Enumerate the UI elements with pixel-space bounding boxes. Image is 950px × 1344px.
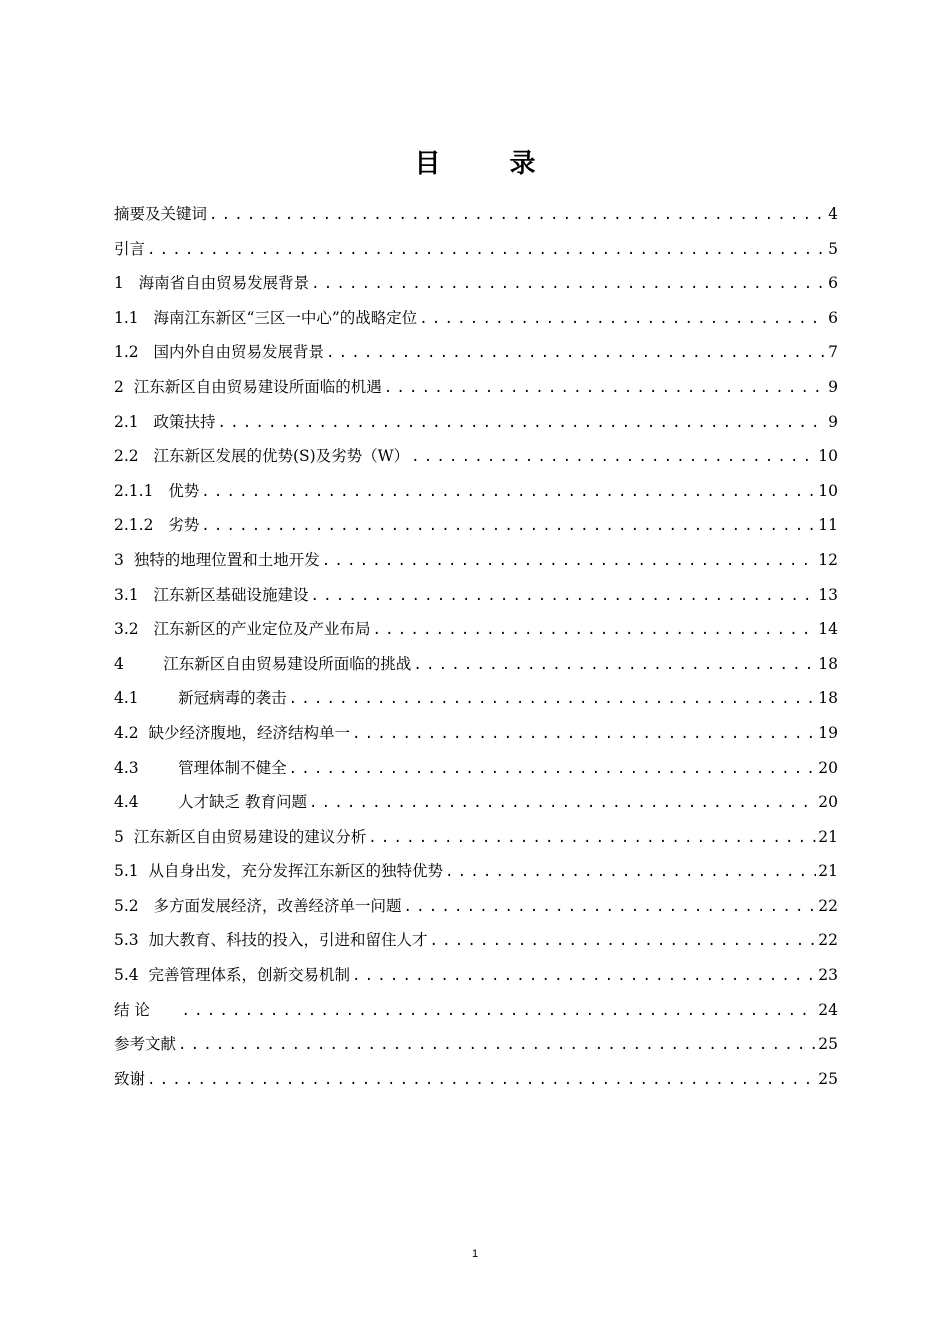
toc-entry-number: 2 [114, 377, 124, 396]
toc-entry[interactable] [114, 993, 838, 1028]
toc-entry[interactable] [114, 266, 838, 301]
toc-entry-title: 独特的地理位置和土地开发 [133, 550, 320, 569]
toc-entry-page: 23 [818, 966, 838, 985]
toc-entry-title: 江东新区自由贸易建设所面临的机遇 [133, 377, 382, 396]
toc-entry-page: 22 [818, 931, 838, 950]
toc-entry-number: 1.2 [114, 343, 139, 362]
toc-entry[interactable] [114, 958, 838, 993]
toc-entry-title: 引言 [114, 239, 146, 258]
toc-entry-spacer [139, 923, 149, 958]
toc-entry-title: 海南江东新区“三区一中心”的战略定位 [153, 308, 418, 327]
toc-leader-dots [201, 475, 816, 510]
toc-leader-dots [430, 924, 817, 959]
toc-entry[interactable] [114, 716, 838, 751]
toc-entry[interactable] [114, 612, 838, 647]
toc-entry-number: 1.1 [114, 308, 139, 327]
toc-entry-page: 10 [818, 481, 838, 500]
toc-entry-number: 5.4 [114, 966, 139, 985]
toc-entry-title: 海南省自由贸易发展背景 [138, 274, 310, 293]
toc-entry-title: 江东新区自由贸易建设的建议分析 [133, 827, 367, 846]
toc-entry-title: 国内外自由贸易发展背景 [153, 343, 324, 362]
toc-entry-page: 21 [818, 862, 838, 881]
toc-entry[interactable] [114, 1062, 838, 1097]
toc-entry-number: 1 [114, 274, 124, 293]
toc-leader-dots [310, 579, 816, 614]
toc-entry-number: 3.2 [114, 620, 139, 639]
toc-leader-dots [411, 440, 816, 475]
toc-entry-page: 13 [818, 585, 838, 604]
toc-entry-spacer [124, 543, 134, 578]
toc-entry-title: 政策扶持 [153, 412, 216, 431]
toc-entry-number: 5 [114, 827, 124, 846]
toc-entry[interactable] [114, 681, 838, 716]
toc-entry-page: 24 [818, 1000, 838, 1019]
table-of-contents [114, 197, 838, 1096]
toc-entry-title: 江东新区发展的优势(S)及劣势（W） [153, 447, 410, 466]
toc-leader-dots [209, 198, 826, 233]
toc-entry-number: 2.1.2 [114, 516, 154, 535]
toc-entry-page: 4 [828, 205, 838, 223]
toc-entry-spacer [139, 854, 149, 889]
toc-entry-title: 劣势 [168, 516, 200, 535]
toc-entry-number: 4.2 [114, 723, 139, 742]
toc-entry-number: 2.1 [114, 412, 139, 431]
toc-entry-title: 参考文献 [114, 1035, 177, 1054]
toc-entry-title: 摘要及关键词 [114, 205, 208, 223]
toc-leader-dots [147, 1063, 816, 1098]
toc-entry[interactable] [114, 751, 838, 786]
toc-entry-page: 20 [818, 758, 838, 777]
toc-entry[interactable] [114, 578, 838, 613]
toc-entry-title: 从自身出发，充分发挥江东新区的独特优势 [148, 862, 444, 881]
toc-leader-dots [403, 890, 816, 925]
toc-entry[interactable] [114, 474, 838, 509]
toc-entry[interactable] [114, 405, 838, 440]
toc-title: 目 录 [414, 149, 566, 179]
toc-leader-dots [384, 371, 826, 406]
toc-entry-title: 新冠病毒的袭击 [178, 689, 287, 708]
toc-entry[interactable] [114, 197, 838, 232]
toc-entry-page: 6 [828, 274, 838, 293]
toc-leader-dots [217, 406, 826, 441]
toc-leader-dots [201, 509, 816, 544]
toc-entry-spacer [139, 716, 149, 751]
toc-entry-page: 19 [818, 723, 838, 742]
toc-entry-number: 4.3 [114, 758, 139, 777]
toc-entry[interactable] [114, 232, 838, 267]
toc-entry-title: 人才缺乏 教育问题 [178, 793, 308, 812]
toc-leader-dots [289, 752, 817, 787]
toc-entry-number: 2.2 [114, 447, 139, 466]
toc-entry-title: 完善管理体系，创新交易机制 [148, 966, 351, 985]
toc-entry-page: 9 [828, 412, 838, 431]
toc-entry-title: 致谢 [114, 1069, 146, 1088]
toc-entry-spacer [139, 751, 178, 786]
toc-leader-dots [309, 786, 816, 821]
toc-entry[interactable] [114, 1027, 838, 1062]
toc-entry-page: 7 [828, 343, 838, 362]
toc-entry-title: 缺少经济腹地，经济结构单一 [148, 723, 351, 742]
toc-leader-dots [182, 994, 817, 1029]
toc-entry-spacer [124, 266, 139, 301]
toc-entry-title: 江东新区基础设施建设 [153, 585, 309, 604]
toc-leader-dots [372, 613, 816, 648]
page-number: 1 [471, 1248, 479, 1260]
toc-entry-page: 12 [818, 550, 838, 569]
toc-entry-title: 管理体制不健全 [178, 758, 287, 777]
toc-entry[interactable] [114, 785, 838, 820]
toc-entry-spacer [124, 647, 163, 682]
toc-leader-dots [445, 855, 816, 890]
toc-leader-dots [322, 544, 817, 579]
toc-entry-spacer [139, 612, 154, 647]
toc-entry[interactable] [114, 301, 838, 336]
toc-leader-dots [419, 302, 826, 337]
toc-entry[interactable] [114, 854, 838, 889]
toc-entry-number: 5.2 [114, 896, 139, 915]
toc-entry-spacer [139, 889, 154, 924]
toc-entry-spacer [153, 474, 168, 509]
toc-entry-number: 5.3 [114, 931, 139, 950]
toc-entry-title: 优势 [168, 481, 200, 500]
toc-entry-page: 21 [818, 827, 838, 846]
toc-entry[interactable] [114, 543, 838, 578]
toc-entry-number: 3 [114, 550, 124, 569]
toc-entry-spacer [139, 578, 154, 613]
toc-leader-dots [178, 1028, 816, 1063]
toc-entry-number: 3.1 [114, 585, 139, 604]
toc-entry-spacer [139, 681, 178, 716]
toc-entry-title: 加大教育、科技的投入，引进和留住人才 [148, 931, 428, 950]
toc-entry-page: 11 [818, 516, 838, 535]
toc-entry-title: 结 论 [114, 1000, 180, 1019]
toc-entry-number: 4.4 [114, 793, 139, 812]
toc-leader-dots [311, 267, 826, 302]
toc-entry[interactable] [114, 647, 838, 682]
toc-leader-dots [352, 959, 816, 994]
toc-entry-number: 2.1.1 [114, 481, 154, 500]
toc-entry-spacer [153, 508, 168, 543]
toc-entry-spacer [139, 335, 154, 370]
toc-entry[interactable] [114, 889, 838, 924]
toc-leader-dots [352, 717, 816, 752]
toc-entry-spacer [139, 439, 154, 474]
toc-entry-number: 4.1 [114, 689, 139, 708]
toc-entry-spacer [139, 785, 178, 820]
toc-entry-title: 江东新区的产业定位及产业布局 [153, 620, 371, 639]
toc-entry[interactable] [114, 923, 838, 958]
toc-entry-page: 25 [818, 1069, 838, 1088]
toc-entry-page: 22 [818, 896, 838, 915]
toc-entry-title: 多方面发展经济，改善经济单一问题 [153, 896, 402, 915]
toc-leader-dots [289, 682, 817, 717]
toc-leader-dots [368, 821, 816, 856]
toc-entry-number: 4 [114, 654, 124, 673]
toc-entry-spacer [139, 405, 154, 440]
toc-entry-page: 9 [828, 377, 838, 396]
toc-entry-page: 14 [818, 620, 838, 639]
toc-entry-page: 5 [828, 239, 838, 258]
toc-entry-page: 20 [818, 793, 838, 812]
toc-entry[interactable] [114, 370, 838, 405]
toc-leader-dots [326, 336, 826, 371]
toc-entry-page: 25 [818, 1035, 838, 1054]
toc-entry-page: 18 [818, 689, 838, 708]
toc-entry[interactable] [114, 335, 838, 370]
toc-entry-spacer [124, 370, 134, 405]
toc-leader-dots [413, 648, 816, 683]
toc-entry-spacer [139, 301, 154, 336]
toc-entry[interactable] [114, 439, 838, 474]
toc-entry[interactable] [114, 508, 838, 543]
toc-entry-page: 6 [828, 308, 838, 327]
toc-entry-page: 18 [818, 654, 838, 673]
toc-entry-page: 10 [818, 447, 838, 466]
toc-entry-title: 江东新区自由贸易建设所面临的挑战 [163, 654, 412, 673]
toc-entry[interactable] [114, 820, 838, 855]
toc-entry-spacer [124, 820, 134, 855]
toc-entry-number: 5.1 [114, 862, 139, 881]
toc-leader-dots [147, 233, 826, 268]
toc-entry-spacer [139, 958, 149, 993]
